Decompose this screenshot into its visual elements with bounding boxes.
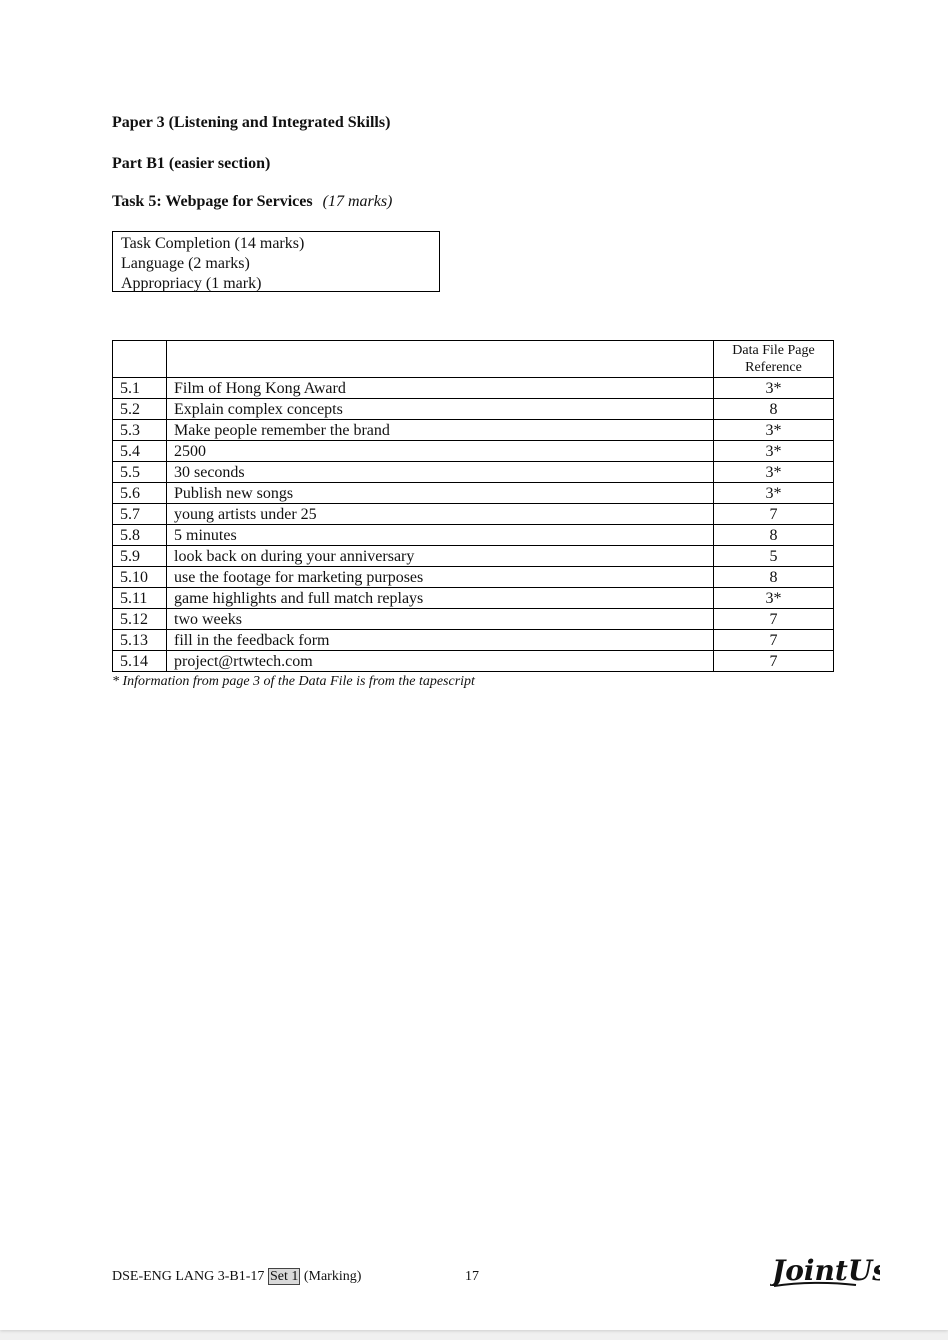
question-number-cell: 5.2 <box>113 399 167 420</box>
question-number-cell: 5.3 <box>113 420 167 441</box>
footer-paper-code: DSE-ENG LANG 3-B1-17 <box>112 1269 265 1284</box>
table-row <box>113 420 834 441</box>
question-number-cell: 5.14 <box>113 651 167 672</box>
answer-cell: 5 minutes <box>167 525 714 546</box>
page-reference-cell: 7 <box>714 609 834 630</box>
paper-title: Paper 3 (Listening and Integrated Skills) <box>112 114 391 131</box>
question-number-cell: 5.12 <box>113 609 167 630</box>
answer-cell: use the footage for marketing purposes <box>167 567 714 588</box>
marks-breakdown-box <box>112 231 440 292</box>
table-row <box>113 462 834 483</box>
question-number-cell: 5.1 <box>113 378 167 399</box>
page-number: 17 <box>465 1269 479 1284</box>
answer-cell: 30 seconds <box>167 462 714 483</box>
table-row <box>113 567 834 588</box>
question-number-cell: 5.6 <box>113 483 167 504</box>
marks-item-language: Language (2 marks) <box>121 255 250 272</box>
page-reference-cell: 7 <box>714 504 834 525</box>
page-reference-cell: 3* <box>714 462 834 483</box>
answer-cell: Publish new songs <box>167 483 714 504</box>
footer-marking-label: (Marking) <box>303 1269 362 1284</box>
table-header-row <box>113 341 834 378</box>
question-number-cell: 5.8 <box>113 525 167 546</box>
question-number-cell: 5.13 <box>113 630 167 651</box>
question-number-cell: 5.10 <box>113 567 167 588</box>
header-answer-cell <box>167 341 714 378</box>
table-row <box>113 441 834 462</box>
page-reference-cell: 8 <box>714 525 834 546</box>
answer-cell: look back on during your anniversary <box>167 546 714 567</box>
page-reference-cell: 3* <box>714 420 834 441</box>
question-number-cell: 5.5 <box>113 462 167 483</box>
table-row <box>113 483 834 504</box>
question-number-cell: 5.9 <box>113 546 167 567</box>
header-ref-cell <box>714 341 834 378</box>
footer-set-label: Set 1 <box>269 1269 299 1284</box>
table-row <box>113 651 834 672</box>
page-reference-cell: 3* <box>714 588 834 609</box>
jointus-logo <box>770 1248 880 1301</box>
part-title: Part B1 (easier section) <box>112 155 271 172</box>
task-title: Task 5: Webpage for Services <box>112 193 313 210</box>
table-row <box>113 546 834 567</box>
page-reference-cell: 8 <box>714 567 834 588</box>
table-row <box>113 378 834 399</box>
answer-cell: Explain complex concepts <box>167 399 714 420</box>
table-row <box>113 399 834 420</box>
page-reference-cell: 3* <box>714 441 834 462</box>
page-reference-cell: 3* <box>714 378 834 399</box>
question-number-cell: 5.4 <box>113 441 167 462</box>
answer-table <box>112 340 834 672</box>
question-number-cell: 5.11 <box>113 588 167 609</box>
header-num-cell <box>113 341 167 378</box>
tapescript-note: * Information from page 3 of the Data File is from the tapescript <box>112 674 475 689</box>
page-reference-cell: 5 <box>714 546 834 567</box>
page-reference-cell: 8 <box>714 399 834 420</box>
answer-cell: 2500 <box>167 441 714 462</box>
table-row <box>113 525 834 546</box>
page-reference-cell: 3* <box>714 483 834 504</box>
question-number-cell: 5.7 <box>113 504 167 525</box>
marks-item-appropriacy: Appropriacy (1 mark) <box>121 275 262 292</box>
table-row <box>113 588 834 609</box>
answer-cell: Make people remember the brand <box>167 420 714 441</box>
marks-item-task-completion: Task Completion (14 marks) <box>121 235 305 252</box>
table-row <box>113 504 834 525</box>
header-ref-line2: Reference <box>745 360 802 375</box>
table-row <box>113 609 834 630</box>
answer-cell: young artists under 25 <box>167 504 714 525</box>
table-row <box>113 630 834 651</box>
header-ref-line1: Data File Page <box>732 343 815 358</box>
page-reference-cell: 7 <box>714 651 834 672</box>
answer-cell: Film of Hong Kong Award <box>167 378 714 399</box>
task-marks: (17 marks) <box>322 193 393 210</box>
answer-cell: fill in the feedback form <box>167 630 714 651</box>
answer-cell: game highlights and full match replays <box>167 588 714 609</box>
answer-cell: two weeks <box>167 609 714 630</box>
task-heading <box>112 193 392 211</box>
footer-code <box>112 1269 361 1285</box>
answer-cell: project@rtwtech.com <box>167 651 714 672</box>
page-reference-cell: 7 <box>714 630 834 651</box>
logo-text: JointUs <box>772 1254 880 1287</box>
